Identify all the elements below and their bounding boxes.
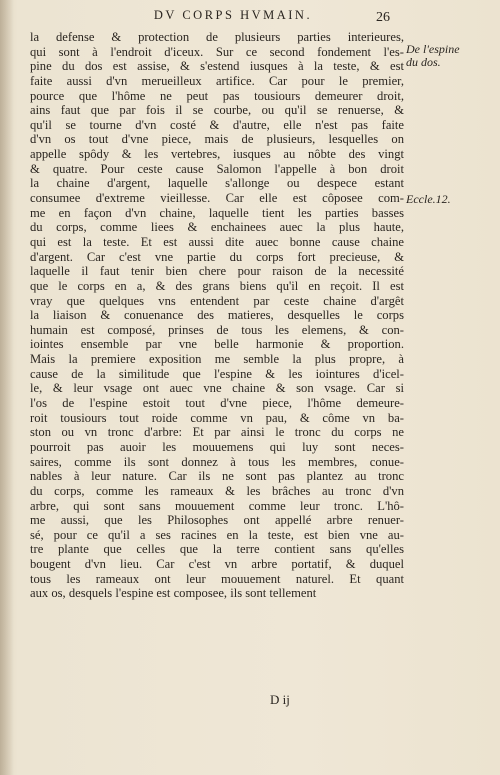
text-line: bougent d'vn lieu. Car c'est vn arbre portatif, & duquel [30,557,404,572]
text-line: qui sont à l'endroit d'iceux. Sur ce second fondement l'es- [30,44,404,59]
text-line: qu'il se tourne d'vn costé & d'autre, elle n'est pas faite [30,117,404,132]
text-line: saires, comme ils sont donnez à tous les membres, conue- [30,454,404,469]
text-line: du corps, comme les rameaux & les brâches au tronc d'vn [30,483,404,498]
text-line: faite aussi d'vn merueilleux artifice. Car pour le premier, [30,73,404,88]
text-line: la defense & protection de plusieurs parties interieures, [30,30,404,44]
text-line: iointes ensemble par vne belle harmonie & proportion. [30,337,404,352]
text-line: qui est la teste. Et est aussi dite auec bonne cause chaine [30,234,404,249]
text-line: nables à leur nature. Car ils ne sont pas plantez au tronc [30,469,404,484]
text-line: vray que quelques vns entendent par ceste chaine d'argêt [30,293,404,308]
text-line: du corps, comme liees & enchainees auec la plus haute, [30,220,404,235]
text-line: la chaine d'argent, laquelle s'allonge ou despece estant [30,176,404,191]
gutter-shadow [0,0,14,775]
margin-note-espine [406,43,496,69]
text-line: que le corps en a, & des grans biens qu'il en reçoit. Il est [30,278,404,293]
text-line: & quatre. Pour ceste cause Salomon l'appelle à bon droit [30,161,404,176]
text-line: la liaison & conuenance des matieres, desquelles le corps [30,308,404,323]
text-line: d'vn os tout d'vne piece, mais de plusieurs, lesquelles on [30,132,404,147]
running-title: DV CORPS HVMAIN. [153,8,313,22]
page-number: 26 [376,10,390,25]
text-line: ains faut que par fois il se courbe, ou qu'il se renuerse, & [30,103,404,118]
text-line: ston ou vn tronc d'arbre: Et par ainsi le tronc du corps ne [30,425,404,440]
text-line: pource que l'hôme ne peut pas tousiours demeurer droit, [30,88,404,103]
text-line: sé, pour ce qu'il a ses racines en la teste, est bien vne au- [30,527,404,542]
text-line: aux os, desquels l'espine est composee, ils sont tellement [30,586,317,601]
text-line: me aussi, que les Philosophes ont appellé arbre renuer- [30,513,404,528]
signature-mark: D ij [270,692,290,707]
text-line: cause de la similitude que l'espine & les iointures d'icel- [30,366,404,381]
text-line: consumee d'extreme vieillesse. Car elle est côposee com- [30,191,404,206]
text-line: arbre, qui sont sans mouuement comme leur tronc. L'hô- [30,498,404,513]
text-line: l'os de l'espine estoit tout d'vne piece, l'hôme demeure- [30,396,404,411]
text-line: pine du dos est assise, & s'estend iusques à la teste, & est [30,59,404,74]
text-line: me en façon d'vn chaine, laquelle tient les parties basses [30,205,404,220]
text-line: le, & leur vsage ont auec vne chaine & son vsage. Car si [30,381,404,396]
text-line: appelle spôdy & les vertebres, iusques au nôbte des vingt [30,147,404,162]
text-line: laquelle il faut tenir bien chere pour raison de la necessité [30,264,404,279]
margin-note-eccle [406,193,496,206]
text-line: tous les rameaux ont leur mouuement naturel. Et quant [30,571,404,586]
text-line: Mais la premiere exposition me semble la plus propre, à [30,352,404,367]
margin-note-line: Eccle.12. [406,192,451,206]
body-text [30,30,404,601]
margin-note-line: du dos. [406,55,441,69]
text-line: roit tousiours tout roide comme vn pau, & côme vn ba- [30,410,404,425]
text-line: pourroit pas auoir les mouuemens qui luy sont neces- [30,439,404,454]
margin-note-line: De l'espine [406,42,460,56]
text-line: humain est composé, prinses de tous les elemens, & con- [30,322,404,337]
text-line: d'argent. Car c'est vne partie du corps fort precieuse, & [30,249,404,264]
text-line: tre plante que celles que la terre contient sans qu'elles [30,542,404,557]
